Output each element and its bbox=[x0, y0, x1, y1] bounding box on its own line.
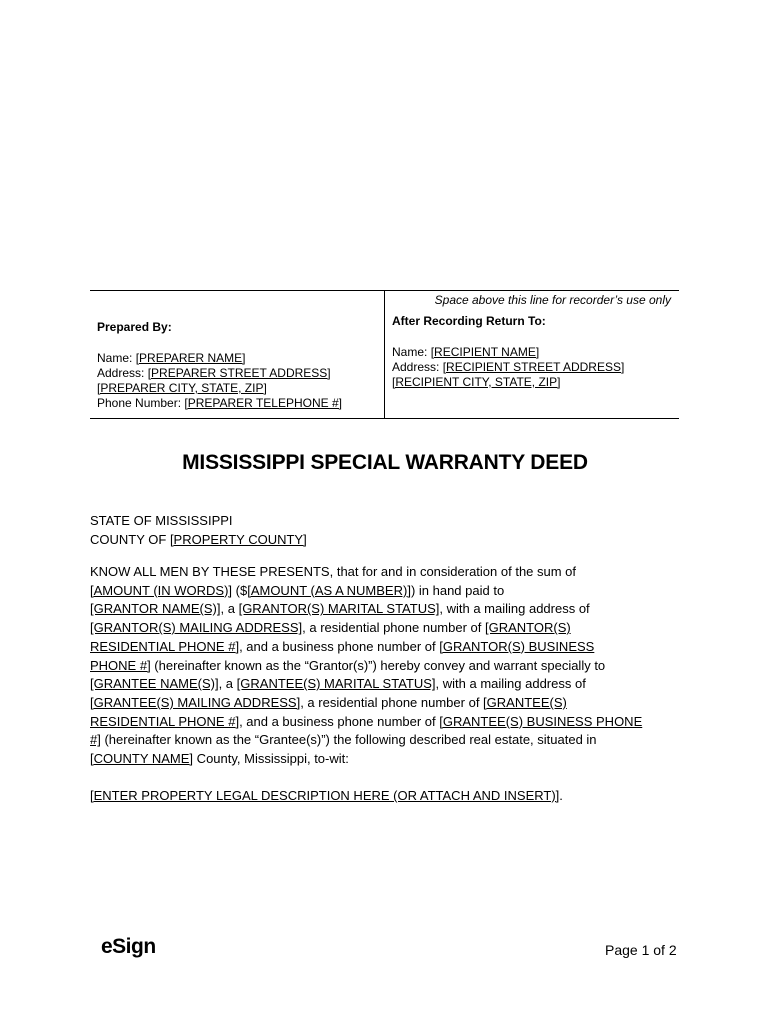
fillable-field[interactable]: [GRANTOR(S) MARITAL STATUS] bbox=[238, 601, 440, 617]
fillable-field[interactable]: [COUNTY NAME] bbox=[90, 751, 194, 767]
prepared-by-block bbox=[97, 320, 342, 411]
preparer-phone-field[interactable]: [PREPARER TELEPHONE #] bbox=[184, 396, 342, 410]
fillable-field[interactable]: [GRANTEE NAME(S)] bbox=[90, 676, 219, 692]
body-line bbox=[90, 694, 685, 713]
preparer-street-field[interactable]: [PREPARER STREET ADDRESS] bbox=[147, 366, 331, 380]
fillable-field[interactable]: PHONE #] bbox=[90, 657, 151, 673]
recipient-street-field[interactable]: [RECIPIENT STREET ADDRESS] bbox=[442, 360, 625, 374]
recipient-name-line bbox=[392, 345, 624, 360]
body-text-segment: , a bbox=[220, 601, 239, 617]
recipient-address-label: Address: bbox=[392, 360, 443, 374]
state-county-block bbox=[90, 511, 307, 549]
body-line bbox=[90, 675, 685, 694]
body-text-segment: , a residential phone number of bbox=[300, 694, 484, 710]
deed-body-paragraph bbox=[90, 563, 685, 769]
page-number: Page 1 of 2 bbox=[605, 942, 677, 958]
legal-description-line bbox=[90, 788, 563, 803]
body-text-segment: County, Mississippi, to-wit: bbox=[193, 751, 349, 767]
body-text-segment: , and a business phone number of bbox=[239, 713, 440, 729]
legal-description-field[interactable]: [ENTER PROPERTY LEGAL DESCRIPTION HERE (OR ATTACH AND INSERT)] bbox=[90, 788, 560, 803]
county-label: COUNTY OF bbox=[90, 532, 170, 547]
return-to-title: After Recording Return To: bbox=[392, 314, 546, 328]
preparer-city-field[interactable]: [PREPARER CITY, STATE, ZIP] bbox=[97, 381, 267, 395]
body-line bbox=[90, 731, 685, 750]
recording-info-table bbox=[90, 290, 679, 419]
recorder-note: Space above this line for recorder’s use only bbox=[434, 293, 671, 307]
recipient-city-field[interactable]: [RECIPIENT CITY, STATE, ZIP] bbox=[392, 375, 561, 389]
recipient-name-field[interactable]: [RECIPIENT NAME] bbox=[430, 345, 540, 359]
preparer-city-line bbox=[97, 381, 342, 396]
body-line bbox=[90, 563, 685, 582]
fillable-field[interactable]: [GRANTOR(S) BUSINESS bbox=[439, 638, 595, 654]
table-divider bbox=[384, 291, 385, 418]
fillable-field[interactable]: [AMOUNT (AS A NUMBER)] bbox=[247, 582, 411, 598]
fillable-field[interactable]: RESIDENTIAL PHONE #] bbox=[90, 713, 240, 729]
fillable-field[interactable]: [GRANTOR(S) bbox=[484, 620, 571, 636]
fillable-field[interactable]: [GRANTOR NAME(S)] bbox=[90, 601, 221, 617]
state-line: STATE OF MISSISSIPPI bbox=[90, 513, 233, 528]
body-text-segment: KNOW ALL MEN BY THESE PRESENTS, that for and in consideration of the sum of bbox=[90, 564, 577, 579]
fillable-field[interactable]: [GRANTEE(S) BUSINESS PHONE bbox=[439, 713, 643, 729]
prepared-by-title: Prepared By: bbox=[97, 320, 172, 334]
body-line bbox=[90, 713, 685, 732]
body-text-segment: , and a business phone number of bbox=[239, 638, 440, 654]
body-text-segment: , a residential phone number of bbox=[302, 620, 485, 636]
preparer-address-label: Address: bbox=[97, 366, 148, 380]
fillable-field[interactable]: [GRANTOR(S) MAILING ADDRESS] bbox=[90, 620, 303, 636]
preparer-address-line bbox=[97, 366, 342, 381]
body-text-segment: , a bbox=[218, 676, 237, 692]
preparer-name-field[interactable]: [PREPARER NAME] bbox=[135, 351, 246, 365]
body-line bbox=[90, 600, 685, 619]
body-line bbox=[90, 638, 685, 657]
fillable-field[interactable]: [AMOUNT (IN WORDS)] bbox=[90, 582, 233, 598]
fillable-field[interactable]: [GRANTEE(S) MAILING ADDRESS] bbox=[90, 694, 301, 710]
preparer-phone-label: Phone Number: bbox=[97, 396, 185, 410]
body-text-segment: , with a mailing address of bbox=[435, 676, 586, 692]
esign-logo: eSign bbox=[101, 935, 156, 958]
body-text-segment: , with a mailing address of bbox=[439, 601, 590, 617]
body-line bbox=[90, 582, 685, 601]
preparer-phone-line bbox=[97, 396, 342, 411]
body-text-segment: ) in hand paid to bbox=[410, 582, 505, 598]
fillable-field[interactable]: #] bbox=[90, 732, 101, 748]
property-county-field[interactable]: [PROPERTY COUNTY] bbox=[169, 532, 307, 547]
body-line bbox=[90, 657, 685, 676]
body-text-segment: (hereinafter known as the “Grantee(s)”) the following described real estate, situated in bbox=[100, 732, 597, 748]
preparer-name-label: Name: bbox=[97, 351, 136, 365]
fillable-field[interactable]: RESIDENTIAL PHONE #] bbox=[90, 638, 240, 654]
recipient-name-label: Name: bbox=[392, 345, 431, 359]
return-to-block bbox=[392, 314, 624, 390]
recipient-city-line bbox=[392, 375, 624, 390]
fillable-field[interactable]: [GRANTEE(S) bbox=[483, 694, 567, 710]
body-line bbox=[90, 619, 685, 638]
body-text-segment: (hereinafter known as the “Grantor(s)”) hereby convey and warrant specially to bbox=[150, 657, 606, 673]
fillable-field[interactable]: [GRANTEE(S) MARITAL STATUS] bbox=[236, 676, 436, 692]
body-line bbox=[90, 750, 685, 769]
legal-description-suffix: . bbox=[559, 788, 563, 803]
preparer-name-line bbox=[97, 351, 342, 366]
document-title: MISSISSIPPI SPECIAL WARRANTY DEED bbox=[182, 451, 588, 474]
recipient-address-line bbox=[392, 360, 624, 375]
county-line bbox=[90, 530, 307, 549]
body-text-segment: ($ bbox=[232, 582, 248, 598]
